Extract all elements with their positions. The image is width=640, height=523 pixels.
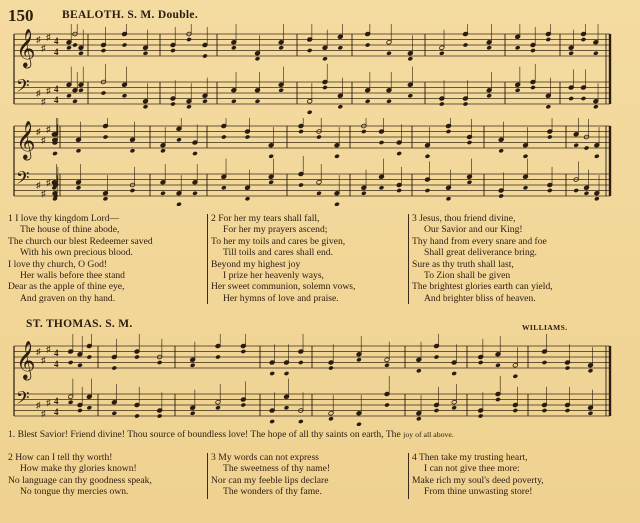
verse-line: Sure as thy truth shall last, (412, 258, 514, 270)
svg-text:4: 4 (54, 47, 59, 57)
svg-text:4: 4 (54, 407, 59, 417)
verse-line: I prize her heavenly ways, (223, 270, 324, 282)
verse-line: Nor can my feeble lips declare (211, 474, 329, 486)
tune2-title: ST. THOMAS. S. M. (26, 318, 133, 330)
svg-text:𝄢: 𝄢 (16, 168, 30, 193)
tune2-verse-3 (211, 452, 330, 498)
verse-line: And brighter bliss of heaven. (424, 292, 536, 304)
verse-line: From thine unwasting store! (424, 486, 533, 498)
verse-divider (207, 214, 208, 304)
verse-line: Thy hand from every snare and foe (412, 235, 547, 247)
tune2-verse-2 (8, 452, 152, 498)
verse-line: For her my prayers ascend; (223, 224, 328, 236)
tune1-verse-2 (211, 213, 355, 304)
verse-line: The church our blest Redeemer saved (8, 235, 153, 247)
svg-text:♯: ♯ (36, 34, 41, 45)
tune2-underlay-main: 1. Blest Savior! Friend divine! Thou source of boundless love! The hope of all thy saints on earth, The (8, 429, 401, 440)
svg-text:𝄞: 𝄞 (16, 120, 36, 159)
svg-text:♯: ♯ (36, 180, 41, 190)
verse-line: 2 For her my tears shall fall, (211, 213, 320, 224)
verse-line: Shall great deliverance bring. (424, 247, 537, 259)
verse-line: How make thy glories known! (20, 463, 137, 475)
svg-text:♯: ♯ (36, 346, 41, 357)
verse-line: Beyond my highest joy (211, 258, 301, 270)
verse-line: Her sweet communion, solemn vows, (211, 281, 356, 293)
verse-divider (408, 453, 409, 499)
verse-line: Make rich my soul's deed poverty, (412, 474, 544, 486)
verse-line: I can not give thee more: (424, 463, 520, 475)
tune1-verse-3 (412, 213, 553, 304)
tune1-verse-1 (8, 213, 153, 304)
verse-line: Her hymns of love and praise. (223, 292, 339, 304)
svg-text:♯: ♯ (41, 354, 46, 365)
svg-text:♯: ♯ (46, 397, 51, 408)
verse-line: No tongue thy mercies own. (20, 486, 129, 498)
svg-text:♯: ♯ (41, 188, 46, 199)
svg-text:𝄢: 𝄢 (16, 388, 30, 413)
svg-text:𝄞: 𝄞 (16, 28, 36, 67)
svg-text:♯: ♯ (46, 31, 51, 42)
svg-text:♯: ♯ (46, 85, 51, 96)
tune2-composer: WILLIAMS. (522, 323, 568, 332)
svg-text:𝄞: 𝄞 (16, 340, 36, 379)
svg-text:4: 4 (54, 396, 59, 406)
verse-line: Her walls before thee stand (20, 270, 125, 282)
svg-text:♯: ♯ (41, 96, 46, 107)
svg-text:4: 4 (54, 95, 59, 105)
verse-line: 2 How can I tell thy worth! (8, 452, 113, 463)
verse-line: And graven on thy hand. (20, 292, 116, 304)
verse-line: I love thy church, O God! (8, 258, 108, 270)
svg-text:♯: ♯ (36, 126, 41, 137)
svg-text:4: 4 (54, 348, 59, 358)
svg-text:♯: ♯ (41, 134, 46, 145)
verse-line: 4 Then take my trusting heart, (412, 452, 528, 463)
verse-line: Till toils and cares shall end. (223, 247, 333, 259)
verse-line: 1 I love thy kingdom Lord— (8, 213, 120, 224)
tune1-system2 (0, 118, 640, 206)
verse-line: The sweetness of thy name! (223, 463, 331, 475)
verse-line: No language can thy goodness speak, (8, 474, 152, 486)
verse-line: To her my toils and cares be given, (211, 235, 346, 247)
svg-text:4: 4 (54, 84, 59, 94)
svg-text:4: 4 (54, 359, 59, 369)
tune2-system (0, 334, 640, 426)
svg-text:♯: ♯ (46, 177, 51, 188)
svg-text:♯: ♯ (36, 88, 41, 98)
verse-divider (207, 453, 208, 499)
svg-text:♯: ♯ (36, 400, 41, 410)
tune1-title: BEALOTH. S. M. Double. (62, 9, 198, 21)
verse-line: Dear as the apple of thine eye, (8, 281, 125, 293)
verse-divider (408, 214, 409, 304)
verse-line: Our Savior and our King! (424, 224, 523, 236)
tune2-verse-4 (412, 452, 544, 498)
svg-text:♯: ♯ (41, 42, 46, 53)
tune2-underlay (8, 429, 454, 440)
verse-line: To Zion shall be given (424, 270, 511, 282)
verse-line: 3 My words can not express (211, 452, 319, 463)
tune1-system1 (0, 24, 640, 116)
svg-text:♯: ♯ (41, 408, 46, 419)
verse-line: With his own precious blood. (20, 247, 133, 259)
verse-line: 3 Jesus, thou friend divine, (412, 213, 516, 224)
page-number: 150 (8, 6, 34, 25)
svg-text:♯: ♯ (46, 123, 51, 134)
verse-line: The wonders of thy fame. (223, 486, 322, 498)
svg-text:𝄢: 𝄢 (16, 76, 30, 101)
svg-text:4: 4 (54, 36, 59, 46)
svg-text:♯: ♯ (46, 343, 51, 354)
verse-line: The house of thine abode, (20, 224, 120, 236)
verse-line: The brightest glories earth can yield, (412, 281, 553, 293)
tune2-underlay-small: joy of all above. (403, 430, 454, 439)
